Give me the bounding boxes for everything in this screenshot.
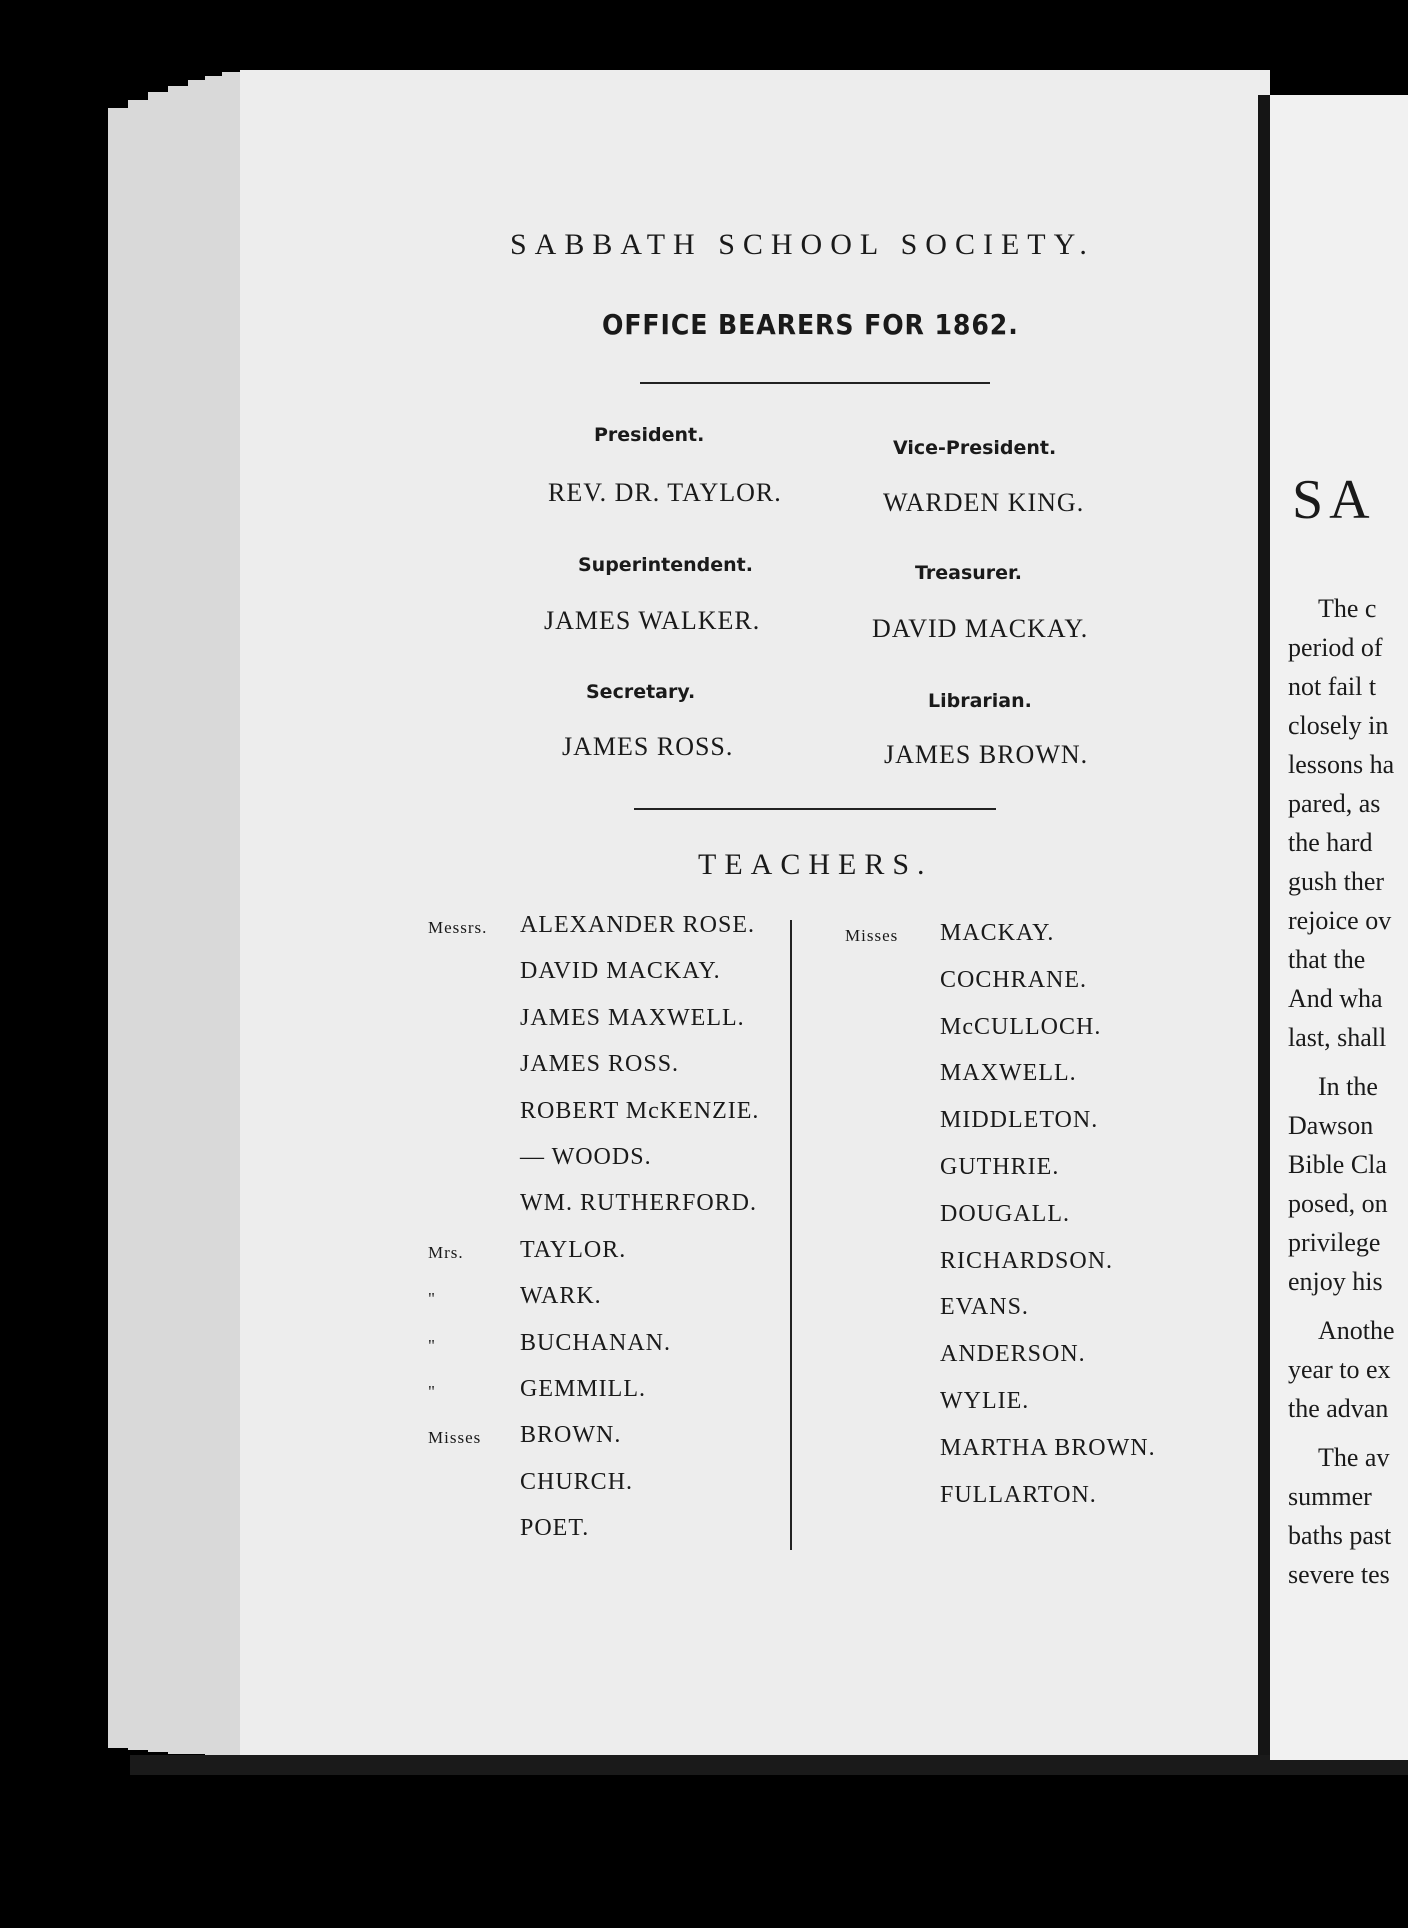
facing-page-line: the hard xyxy=(1288,828,1373,857)
role-vice-president: Vice-President. xyxy=(893,437,1057,459)
right-teacher-name: WYLIE. xyxy=(940,1388,1030,1414)
divider-rule xyxy=(634,808,996,810)
right-teacher-prefix: Misses xyxy=(845,926,899,945)
left-teacher-name: WARK. xyxy=(520,1283,602,1310)
left-teacher-name: BROWN. xyxy=(520,1422,622,1449)
right-teacher-name: MARTHA BROWN. xyxy=(940,1434,1156,1461)
facing-page-line: severe tes xyxy=(1288,1560,1390,1589)
role-secretary: Secretary. xyxy=(586,681,696,703)
role-superintendent: Superintendent. xyxy=(578,554,753,576)
left-teacher-name: CHURCH. xyxy=(520,1468,634,1495)
facing-page-line: summer xyxy=(1288,1482,1372,1511)
facing-page-line: baths past xyxy=(1288,1521,1392,1550)
left-teacher-name: DAVID MACKAY. xyxy=(520,958,721,985)
facing-page-line: rejoice ov xyxy=(1288,906,1392,935)
facing-page-line: Bible Cla xyxy=(1288,1150,1387,1179)
facing-page-line: period of xyxy=(1288,633,1383,662)
right-teacher-name: EVANS. xyxy=(940,1294,1029,1321)
facing-page-line: year to ex xyxy=(1288,1355,1391,1384)
facing-page-line: the advan xyxy=(1288,1394,1389,1423)
name-treasurer: DAVID MACKAY. xyxy=(872,614,1089,643)
right-teacher-name: MAXWELL. xyxy=(940,1060,1077,1087)
right-teacher-name: McCULLOCH. xyxy=(940,1013,1102,1040)
left-teacher-name: WM. RUTHERFORD. xyxy=(520,1190,758,1217)
facing-page-line: Dawson xyxy=(1288,1111,1374,1140)
facing-page-line: lessons ha xyxy=(1288,750,1395,779)
facing-page-line: privilege xyxy=(1288,1228,1381,1257)
left-teacher-name: POET. xyxy=(520,1515,590,1542)
name-secretary: JAMES ROSS. xyxy=(562,732,734,761)
right-teacher-name: FULLARTON. xyxy=(940,1481,1097,1508)
facing-page-line: not fail t xyxy=(1288,672,1377,701)
facing-page-line: pared, as xyxy=(1288,789,1381,818)
left-teacher-name: ALEXANDER ROSE. xyxy=(520,912,755,938)
role-librarian: Librarian. xyxy=(928,690,1032,712)
facing-page-line: gush ther xyxy=(1288,867,1385,896)
facing-page-line: In the xyxy=(1318,1072,1378,1101)
name-president: REV. DR. TAYLOR. xyxy=(548,478,782,507)
right-teacher-name: ANDERSON. xyxy=(940,1341,1086,1368)
facing-page-line: enjoy his xyxy=(1288,1267,1383,1296)
role-president: President. xyxy=(594,424,705,446)
left-teacher-name: BUCHANAN. xyxy=(520,1329,672,1356)
book-binding xyxy=(1258,95,1270,1760)
left-teacher-name: — WOODS. xyxy=(520,1144,652,1170)
bottom-shadow xyxy=(130,1755,1408,1775)
document-title: SABBATH SCHOOL SOCIETY. xyxy=(510,228,1095,261)
column-divider xyxy=(790,920,792,1550)
facing-page-line: that the xyxy=(1288,945,1366,974)
right-teacher-name: DOUGALL. xyxy=(940,1200,1070,1227)
right-teacher-name: RICHARDSON. xyxy=(940,1247,1114,1274)
right-teacher-name: MACKAY. xyxy=(940,920,1055,946)
facing-page-line: The av xyxy=(1318,1443,1390,1472)
name-superintendent: JAMES WALKER. xyxy=(544,606,761,635)
name-vice-president: WARDEN KING. xyxy=(883,488,1085,517)
facing-page-heading: SA xyxy=(1292,469,1376,531)
facing-page-line: Anothe xyxy=(1318,1316,1395,1345)
left-teacher-prefix: " xyxy=(428,1335,436,1355)
left-teacher-prefix: " xyxy=(428,1382,436,1401)
right-teacher-name: GUTHRIE. xyxy=(940,1154,1060,1180)
divider-rule xyxy=(640,382,990,384)
left-teacher-name: GEMMILL. xyxy=(520,1376,646,1402)
name-librarian: JAMES BROWN. xyxy=(884,740,1089,769)
left-teacher-prefix: Misses xyxy=(428,1428,482,1448)
right-teacher-name: MIDDLETON. xyxy=(940,1107,1099,1134)
right-teacher-name: COCHRANE. xyxy=(940,966,1088,993)
left-teacher-name: ROBERT McKENZIE. xyxy=(520,1097,760,1124)
teachers-heading: TEACHERS. xyxy=(698,848,933,881)
left-teacher-prefix: Messrs. xyxy=(428,918,488,937)
facing-page-line: last, shall xyxy=(1288,1023,1387,1052)
role-treasurer: Treasurer. xyxy=(915,562,1022,584)
left-teacher-name: JAMES MAXWELL. xyxy=(520,1004,745,1031)
facing-page-line: posed, on xyxy=(1288,1189,1388,1218)
left-teacher-name: TAYLOR. xyxy=(520,1236,627,1263)
facing-page-line: closely in xyxy=(1288,711,1389,740)
facing-page-line: The c xyxy=(1318,594,1377,623)
left-teacher-name: JAMES ROSS. xyxy=(520,1051,680,1078)
facing-page-line: And wha xyxy=(1288,984,1383,1013)
left-teacher-prefix: " xyxy=(428,1289,436,1309)
left-teacher-prefix: Mrs. xyxy=(428,1242,464,1262)
document-subtitle: OFFICE BEARERS FOR 1862. xyxy=(602,308,1019,341)
